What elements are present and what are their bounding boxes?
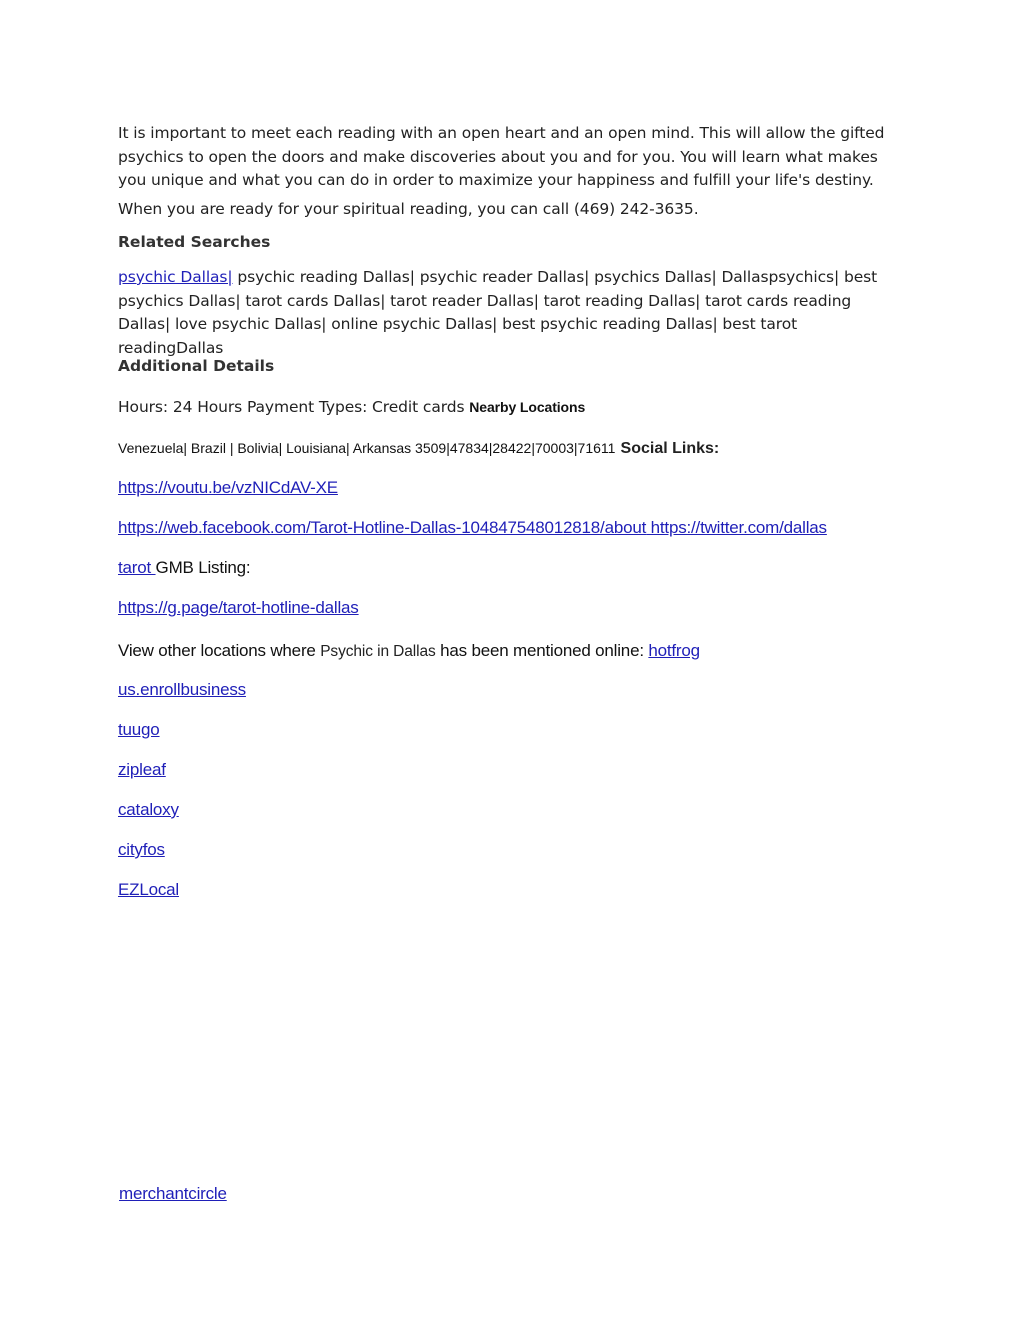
tuugo-link[interactable]: tuugo [118,720,160,739]
nearby-locations-label: Nearby Locations [469,399,586,415]
facebook-link[interactable]: https://web.facebook.com/Tarot-Hotline-Dallas-104847548012818/about [118,518,647,537]
hours-payment-text: Hours: 24 Hours Payment Types: Credit cards [118,398,465,416]
enrollbusiness-link[interactable]: us.enrollbusiness [118,680,246,699]
gmb-listing-label: GMB Listing: [155,558,251,577]
business-name: Psychic in Dallas [320,643,436,660]
gmb-row [118,558,898,578]
additional-details-heading: Additional Details [118,357,275,375]
merchantcircle-link[interactable]: merchantcircle [119,1184,227,1203]
mentions-middle: has been mentioned online: [435,641,649,660]
related-searches-heading: Related Searches [118,233,271,251]
call-text: When you are ready for your spiritual reading, you can call (469) 242-3635. [118,200,699,218]
hours-payment-line [118,396,898,420]
intro-paragraph: It is important to meet each reading with an open heart and an open mind. This will allow the gifted psychics to open the doors and make discoveries about you and for you. You will learn what makes you unique and what you can do in order to maximize your happiness and fulfill your life's destiny. [118,124,885,189]
mentions-line [118,640,898,664]
zipleaf-link[interactable]: zipleaf [118,760,166,779]
youtube-link[interactable]: https://voutu.be/vzNICdAV-XE [118,478,338,497]
hotfrog-link[interactable]: hotfrog [648,641,700,660]
psychic-dallas-link[interactable]: psychic Dallas| [118,268,233,286]
locations-text: Venezuela| Brazil | Bolivia| Louisiana| Arkansas 3509|47834|28422|70003|71611 [118,440,616,456]
gmb-link[interactable]: https://g.page/tarot-hotline-dallas [118,598,359,617]
facebook-twitter-row [118,518,918,538]
cataloxy-link[interactable]: cataloxy [118,800,179,819]
ezlocal-link[interactable]: EZLocal [118,880,179,899]
related-searches-list: psychic reading Dallas| psychic reader Dallas| psychics Dallas| Dallaspsychics| best psychics Dallas| tarot cards Dallas| tarot reader Dallas| tarot reading Dallas| tarot cards reading Dallas| love psychic Dallas| online psychic Dallas| best psychic reading Dallas| best tarot readingDallas [118,268,878,357]
twitter-link[interactable]: https://twitter.com/dallas [646,518,827,537]
mentions-prefix: View other locations where [118,641,321,660]
cityfos-link[interactable]: cityfos [118,840,165,859]
youtube-link-row [118,478,898,498]
gmb-link-row [118,598,898,618]
twitter-link-continued[interactable]: tarot [118,558,156,577]
locations-line [118,438,898,458]
related-searches-text [118,266,888,360]
social-links-label: Social Links: [620,440,720,457]
